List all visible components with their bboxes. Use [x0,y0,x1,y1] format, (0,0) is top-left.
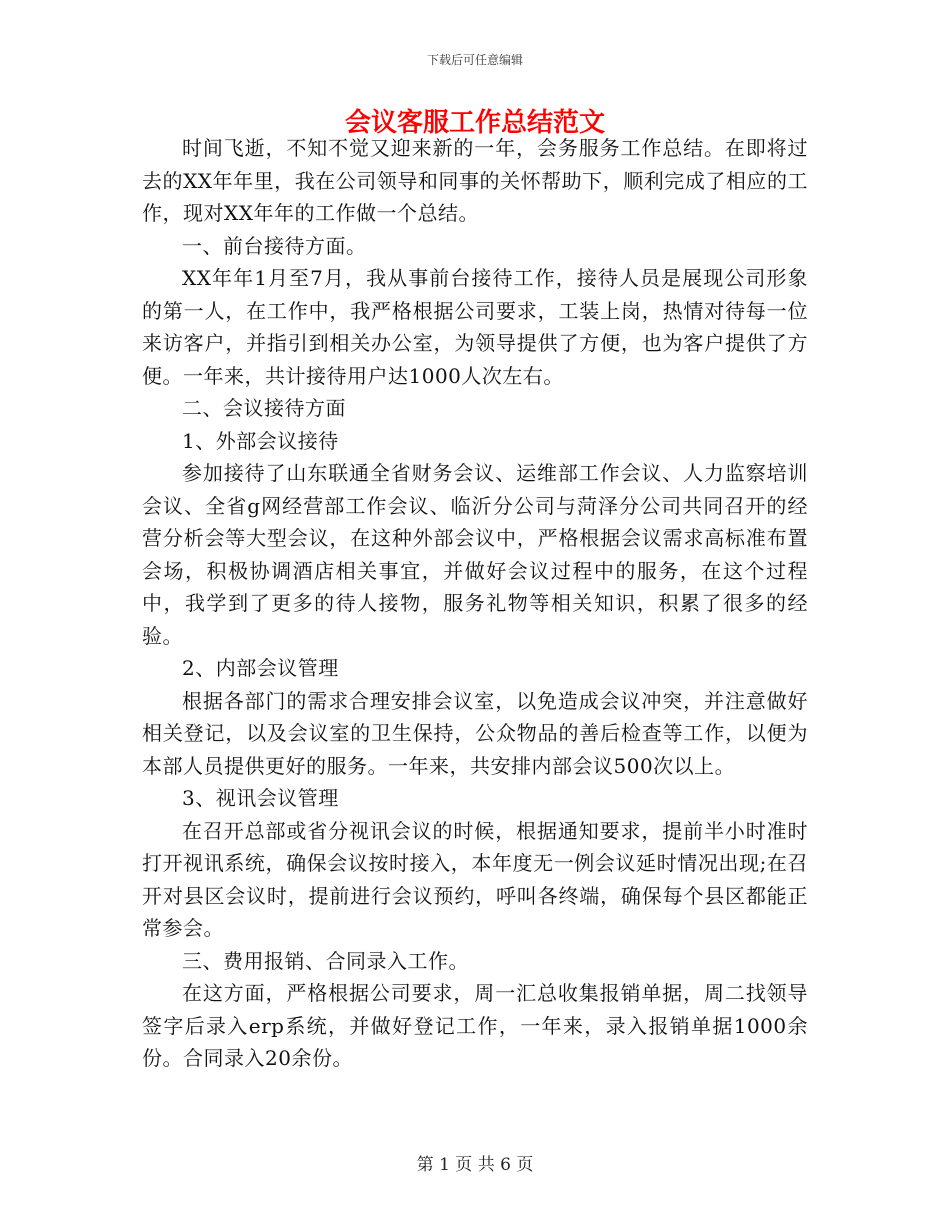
header-note: 下载后可任意编辑 [426,53,523,67]
section-heading-meeting: 二、会议接待方面 [182,396,346,420]
section-heading-reception: 一、前台接待方面。 [182,233,367,258]
paragraph-internal-meeting: 根据各部门的需求合理安排会议室，以免造成会议冲突，并注意做好相关登记，以及会议室的卫生保持，公众物品的善后检查等工作，以便为本部人员提供更好的服务。一年来，共安排内部会议500次以上。 [142,688,808,778]
document-title: 会议客服工作总结范文 [344,108,605,138]
section-heading-expense: 三、费用报销、合同录入工作。 [182,948,469,973]
paragraph-intro: 时间飞逝，不知不觉又迎来新的一年，会务服务工作总结。在即将过去的XX年年里，我在公司领导和同事的关怀帮助下，顺利完成了相应的工作，现对XX年年的工作做一个总结。 [142,136,808,225]
paragraph-video-meeting: 在召开总部或省分视讯会议的时候，根据通知要求，提前半小时准时打开视讯系统，确保会议按时接入，本年度无一例会议延时情况出现;在召开对县区会议时，提前进行会议预约，呼叫各终端，确保每个县区都能正常参会。 [142,818,808,940]
paragraph-expense: 在这方面，严格根据公司要求，周一汇总收集报销单据，周二找领导签字后录入erp系统，并做好登记工作，一年来，录入报销单据1000余份。合同录入20余份。 [142,981,808,1070]
subheading-video-meeting: 3、视讯会议管理 [182,786,339,810]
paragraph-reception: XX年年1月至7月，我从事前台接待工作，接待人员是展现公司形象的第一人，在工作中，我严格根据公司要求，工装上岗，热情对待每一位来访客户，并指引到相关办公室，为领导提供了方便，也为客户提供了方便。一年来，共计接待用户达1000人次左右。 [142,266,808,388]
document-body [142,132,808,1075]
subheading-internal-meeting: 2、内部会议管理 [182,656,339,680]
subheading-external-meeting: 1、外部会议接待 [182,428,339,453]
paragraph-external-meeting: 参加接待了山东联通全省财务会议、运维部工作会议、人力监察培训会议、全省g网经营部工作会议、临沂分公司与菏泽分公司共同召开的经营分析会等大型会议，在这种外部会议中，严格根据会议需求高标准布置会场，积极协调酒店相关事宜，并做好会议过程中的服务，在这个过程中，我学到了更多的待人接物，服务礼物等相关知识，积累了很多的经验。 [142,461,808,648]
page-number-footer: 第 1 页 共 6 页 [416,1155,534,1175]
